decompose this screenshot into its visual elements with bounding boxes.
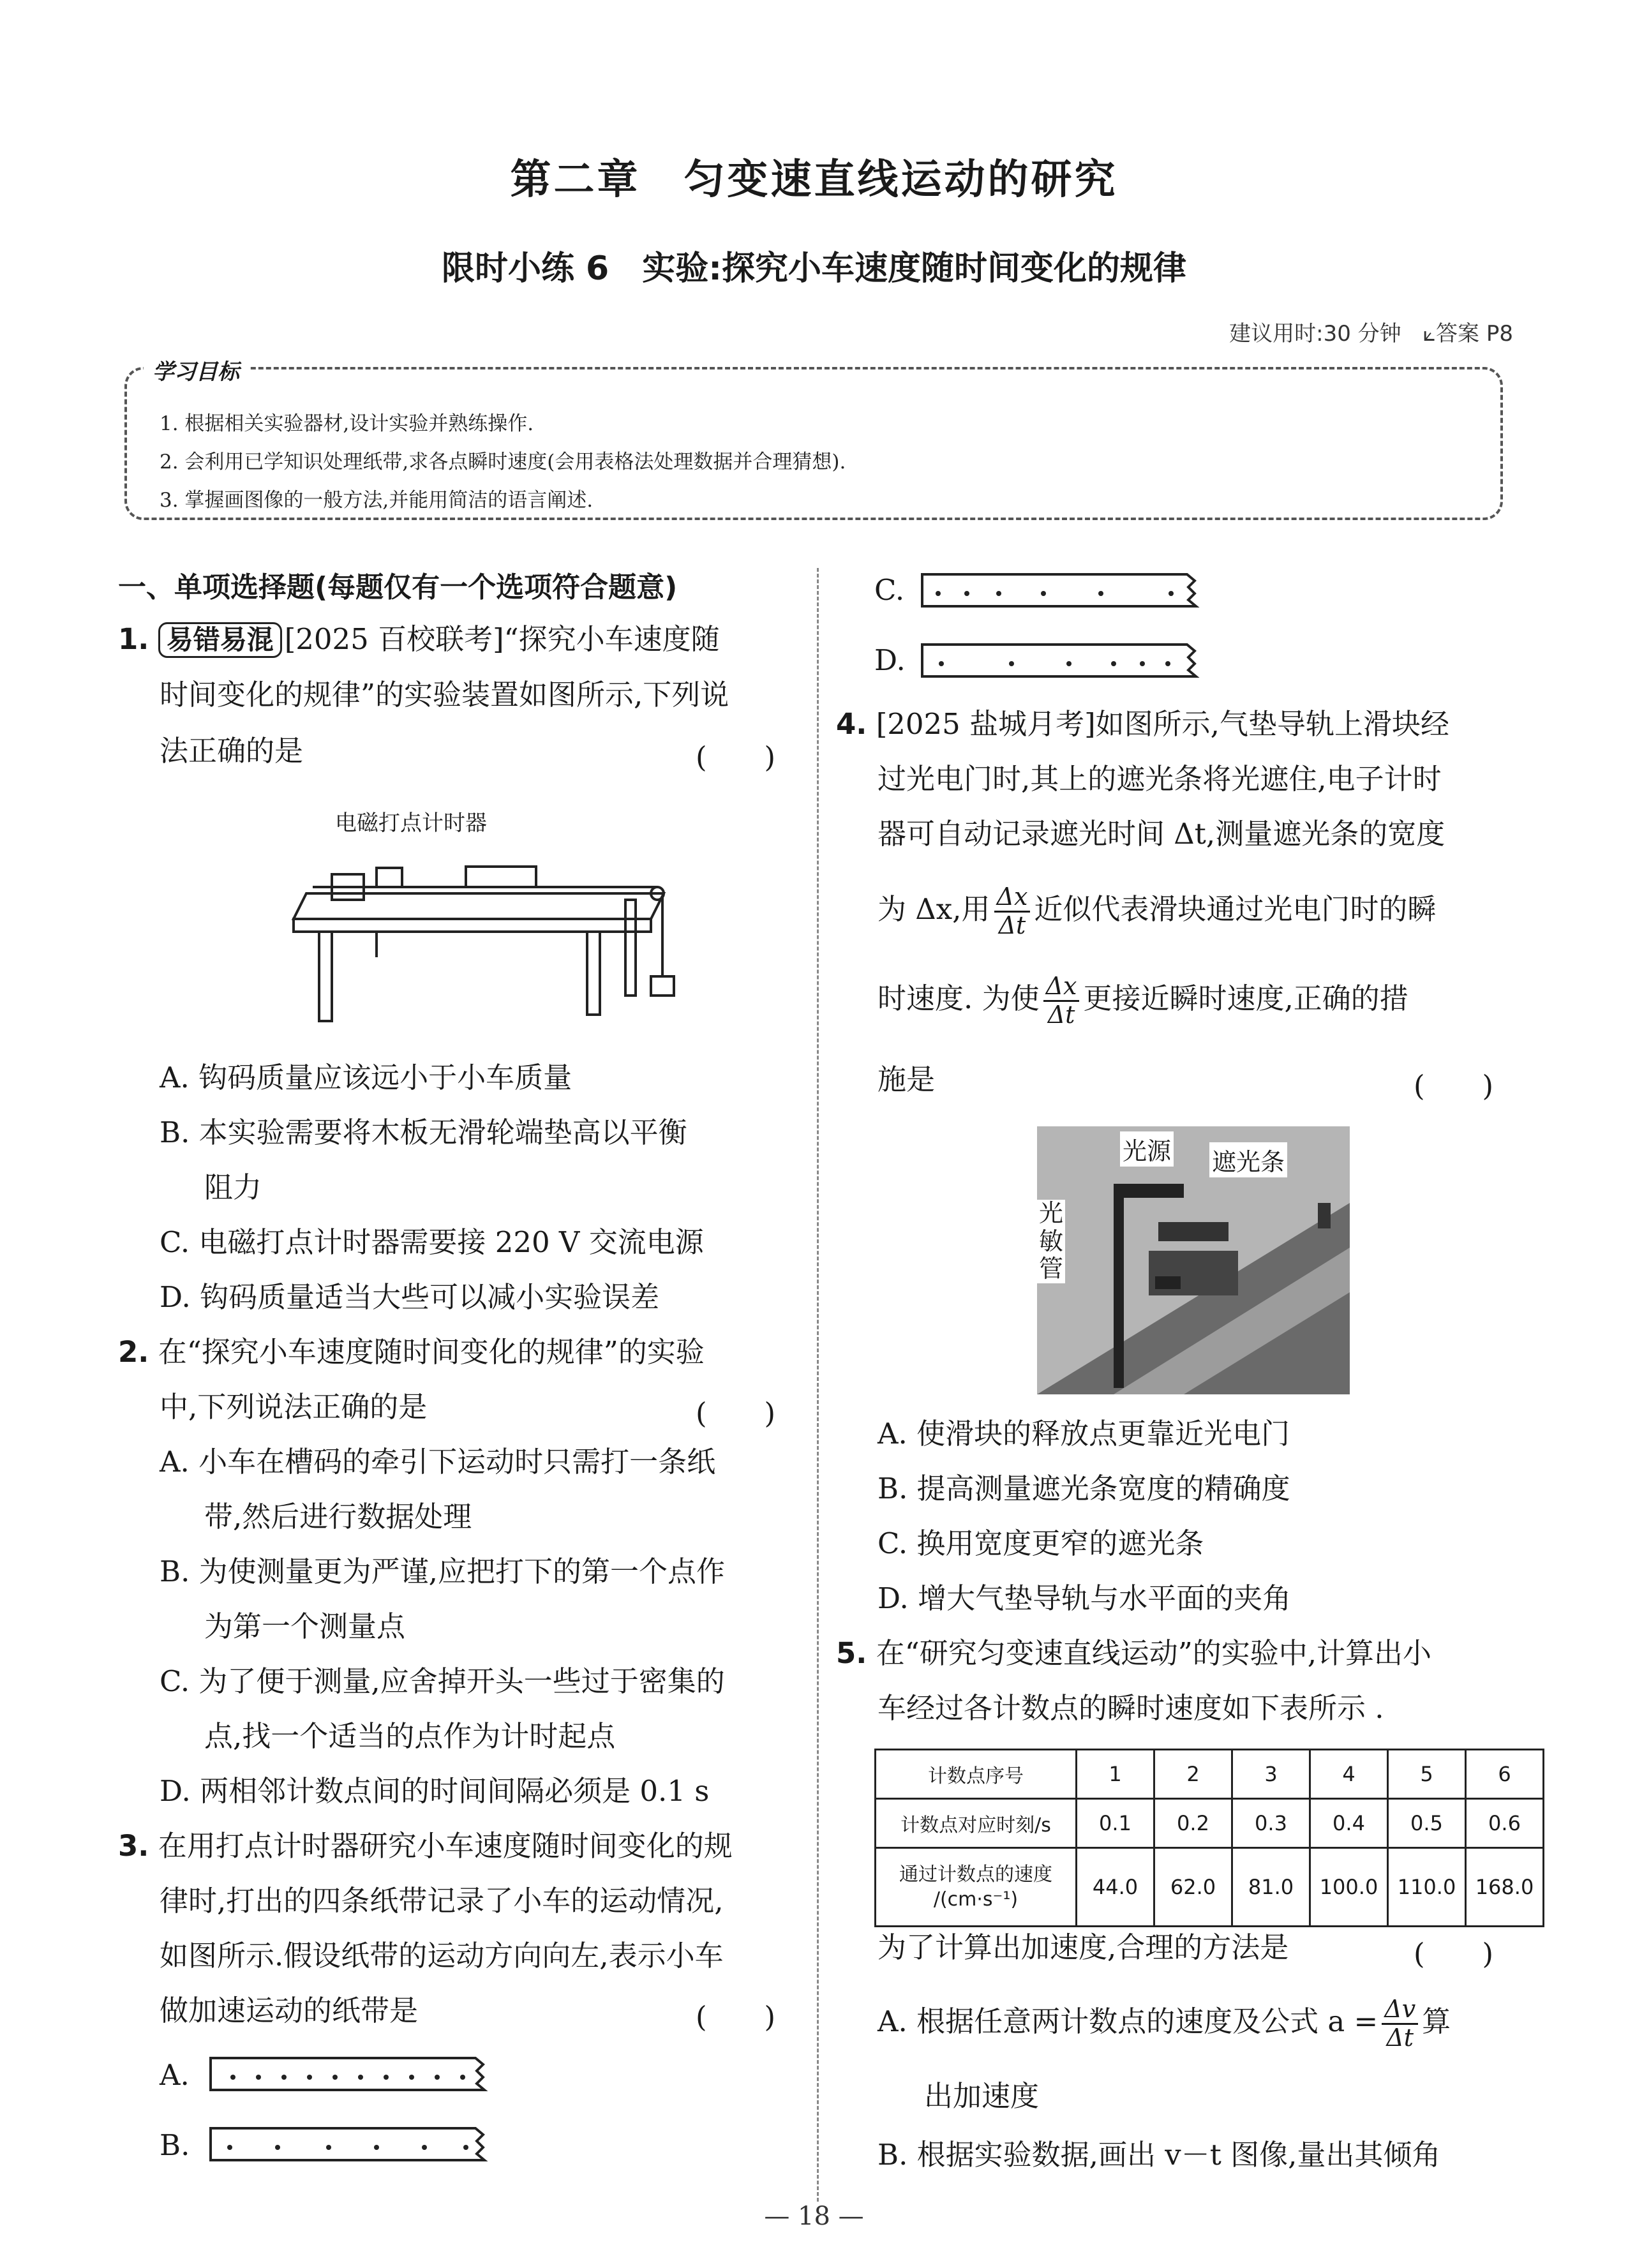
option-c: C. 换用宽度更窄的遮光条	[877, 1526, 1204, 1560]
table-row: 计数点序号 1 2 3 4 5 6	[876, 1750, 1544, 1799]
question-number: 3.	[118, 1829, 149, 1863]
goal-item: 1. 根据相关实验器材,设计实验并熟练操作.	[160, 412, 534, 435]
question-number: 4.	[836, 707, 867, 741]
option-a: A. 根据任意两计数点的速度及公式 a = $\frac{\Delta v}{\Delta t}$ 算	[877, 1995, 1451, 2052]
question-1-line: 时间变化的规律”的实验装置如图所示,下列说	[160, 678, 729, 712]
option-d: D. 钩码质量适当大些可以减小实验误差	[160, 1280, 660, 1314]
figure-label: 电磁打点计时器	[335, 810, 487, 836]
tape-label-d: D.	[874, 643, 906, 677]
question-2-line: 中,下列说法正确的是	[160, 1390, 428, 1424]
question-3-line: 3. 在用打点计时器研究小车速度随时间变化的规	[118, 1829, 733, 1863]
tape-a	[207, 2055, 488, 2100]
photo-label-source: 光源	[1120, 1131, 1174, 1167]
question-5-line: 车经过各计数点的瞬时速度如下表所示 .	[877, 1691, 1384, 1725]
question-4-line: 器可自动记录遮光时间 Δt,测量遮光条的宽度	[877, 817, 1445, 851]
question-4-line: 为 Δx,用 $\frac{\Delta x}{\Delta t}$ 近似代表滑块通过光电门时的瞬	[877, 883, 1437, 939]
question-number: 2.	[118, 1335, 149, 1369]
tape-d	[919, 641, 1200, 686]
answer-paren: ( )	[696, 2000, 776, 2034]
goal-item: 3. 掌握画图像的一般方法,并能用简洁的语言阐述.	[160, 489, 594, 512]
answer-paren: ( )	[696, 740, 776, 774]
column-divider	[817, 568, 819, 2202]
answer-paren: ( )	[1414, 1937, 1494, 1971]
option-b-cont: 阻力	[204, 1170, 262, 1204]
option-b: B. 本实验需要将木板无滑轮端垫高以平衡	[160, 1115, 687, 1149]
photo-label-sensor: 光敏管	[1037, 1200, 1065, 1283]
error-prone-tag: 易错易混	[158, 622, 282, 658]
option-a: A. 钩码质量应该远小于小车质量	[160, 1061, 572, 1094]
learning-goals-title: 学习目标	[144, 354, 248, 385]
question-3-line: 做加速运动的纸带是	[160, 1994, 419, 2027]
velocity-table	[874, 1749, 1544, 1927]
option-c: C. 为了便于测量,应舍掉开头一些过于密集的	[160, 1664, 725, 1698]
time-answer-meta: 建议用时:30 分钟 ⟀答案 P8	[1229, 321, 1513, 347]
option-c-cont: 点,找一个适当的点作为计时起点	[204, 1719, 616, 1753]
option-b-cont: 为第一个测量点	[204, 1609, 406, 1643]
page-number: — 18 —	[764, 2202, 864, 2231]
question-3-line: 如图所示.假设纸带的运动方向向左,表示小车	[160, 1939, 724, 1973]
answer-paren: ( )	[1414, 1069, 1494, 1103]
question-1-line: 法正确的是	[160, 734, 304, 768]
question-1-line: 1. 易错易混 [2025 百校联考]“探究小车速度随	[118, 622, 720, 658]
fraction-dv-dt: $\frac{\Delta v}{\Delta t}$	[1382, 1996, 1418, 2052]
answer-paren: ( )	[696, 1396, 776, 1430]
option-a: A. 使滑块的释放点更靠近光电门	[877, 1417, 1290, 1451]
photo-label-strip: 遮光条	[1209, 1142, 1287, 1177]
table-row: 计数点对应时刻/s 0.1 0.2 0.3 0.4 0.5 0.6	[876, 1799, 1544, 1848]
question-4-line: 过光电门时,其上的遮光条将光遮住,电子计时	[877, 762, 1442, 796]
part-heading: 一、单项选择题(每题仅有一个选项符合题意)	[118, 571, 678, 604]
tape-label-b: B.	[160, 2128, 190, 2162]
question-4-line: 时速度. 为使 $\frac{\Delta x}{\Delta t}$ 更接近瞬时速度,正确的措	[877, 972, 1408, 1029]
table-row: 通过计数点的速度 /(cm·s⁻¹) 44.0 62.0 81.0 100.0 110.0 168.0	[876, 1848, 1544, 1927]
chapter-title: 第二章 匀变速直线运动的研究	[510, 156, 1118, 204]
option-b: B. 根据实验数据,画出 v－t 图像,量出其倾角	[877, 2138, 1441, 2172]
tape-label-c: C.	[874, 573, 905, 607]
option-b: B. 提高测量遮光条宽度的精确度	[877, 1472, 1290, 1505]
option-a-cont: 带,然后进行数据处理	[204, 1500, 472, 1533]
fraction-dx-dt: $\frac{\Delta x}{\Delta t}$	[1043, 973, 1080, 1029]
option-d: D. 增大气垫导轨与水平面的夹角	[877, 1581, 1292, 1615]
tape-label-a: A.	[160, 2058, 190, 2092]
option-a: A. 小车在槽码的牵引下运动时只需打一条纸	[160, 1445, 716, 1479]
option-b: B. 为使测量更为严谨,应把打下的第一个点作	[160, 1555, 725, 1588]
question-5-line: 为了计算出加速度,合理的方法是	[877, 1930, 1289, 1964]
air-track-photo	[1037, 1126, 1350, 1394]
option-a-cont: 出加速度	[924, 2079, 1040, 2113]
timer-apparatus-figure	[281, 830, 676, 1040]
question-2-line: 2. 在“探究小车速度随时间变化的规律”的实验	[118, 1335, 705, 1369]
question-5-line: 5. 在“研究匀变速直线运动”的实验中,计算出小	[836, 1636, 1432, 1670]
section-title: 限时小练 6 实验:探究小车速度随时间变化的规律	[441, 250, 1187, 288]
tape-c	[919, 571, 1200, 616]
question-number: 5.	[836, 1636, 867, 1670]
question-3-line: 律时,打出的四条纸带记录了小车的运动情况,	[160, 1884, 724, 1918]
goal-item: 2. 会利用已学知识处理纸带,求各点瞬时速度(会用表格法处理数据并合理猜想).	[160, 451, 846, 474]
question-4-line: 4. [2025 盐城月考]如图所示,气垫导轨上滑块经	[836, 707, 1449, 741]
option-c: C. 电磁打点计时器需要接 220 V 交流电源	[160, 1225, 704, 1259]
question-number: 1.	[118, 622, 149, 656]
tape-b	[207, 2125, 488, 2170]
question-4-line: 施是	[877, 1063, 936, 1096]
option-d: D. 两相邻计数点间的时间间隔必须是 0.1 s	[160, 1774, 710, 1808]
fraction-dx-dt: $\frac{\Delta x}{\Delta t}$	[994, 884, 1031, 939]
